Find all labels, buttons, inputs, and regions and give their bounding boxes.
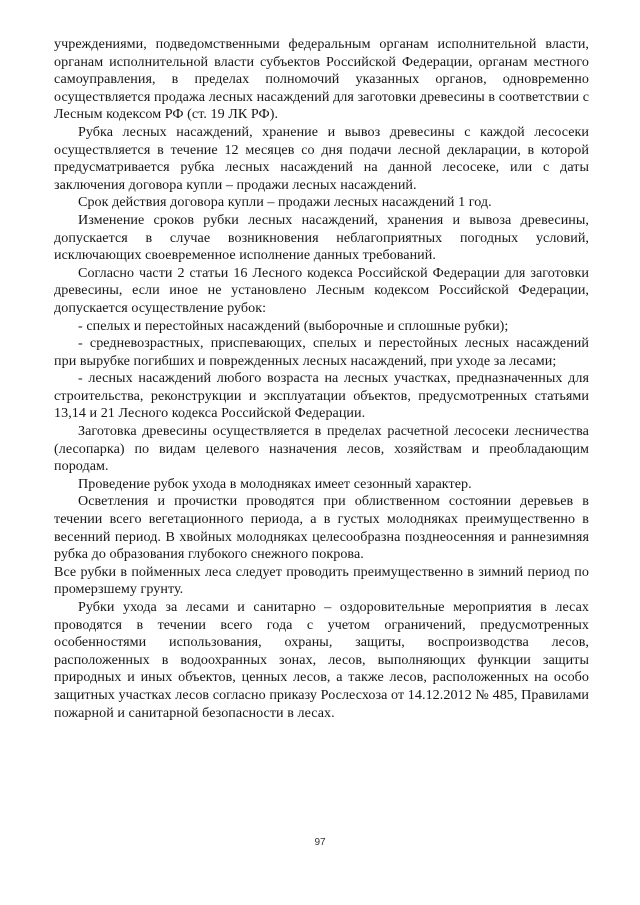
paragraph-continuation: учреждениями, подведомственными федеральным органам исполнительной власти, органам исполнительной власти субъектов Российской Федерации, органам местного самоуправления, в пределах полномочий указанных органов, одновременно осуществляется продажа лесных насаждений для заготовки древесины в соответствии с Лесным кодексом РФ (ст. 19 ЛК РФ). [54, 36, 589, 123]
paragraph-sanitary-measures: Рубки ухода за лесами и санитарно – оздоровительные мероприятия в лесах проводятся в течении всего года с учетом ограничений, предусмотренных особенностями использования, охраны, защиты, воспроизводства лесов, расположенных в водоохранных зонах, лесов, выполняющих функции защиты природных и иных объектов, ценных лесов, а также лесов, расположенных на особо защитных участках лесов согласно приказу Рослесхоза от 14.12.2012 № 485, Правилами пожарной и санитарной безопасности в лесах. [54, 599, 589, 721]
paragraph-floodplain: Все рубки в пойменных леса следует проводить преимущественно в зимний период по промерзшему грунту. [54, 563, 589, 598]
list-item-mature-stands: - спелых и перестойных насаждений (выборочные и сплошные рубки); [78, 317, 509, 334]
list-item-any-age-stands: - лесных насаждений любого возраста на лесных участках, предназначенных для строительства, реконструкции и эксплуатации объектов, предусмотренных статьями 13,14 и 21 Лесного кодекса Российской Федерации. [54, 370, 589, 422]
paragraph-allowable-cut: Заготовка древесины осуществляется в пределах расчетной лесосеки лесничества (лесопарка) по видам целевого назначения лесов, хозяйствам и преобладающим породам. [54, 423, 589, 475]
paragraph-cleaning: Осветления и прочистки проводятся при облиственном состоянии деревьев в течении всего вегетационного периода, а в густых молодняках преимущественно в весенний период. В хвойных молодняках целесообразна позднеосенняя и раннезимняя рубка до образования глубокого снежного покрова. [54, 493, 589, 563]
paragraph-term-change: Изменение сроков рубки лесных насаждений, хранения и вывоза древесины, допускается в случае возникновения неблагоприятных погодных условий, исключающих своевременное исполнение данных требований. [54, 211, 589, 264]
document-body [54, 36, 589, 722]
paragraph-contract-term: Срок действия договора купли – продажи лесных насаждений 1 год. [78, 194, 492, 211]
paragraph-seasonal-thinning: Проведение рубок ухода в молодняках имеет сезонный характер. [78, 475, 472, 492]
paragraph-article-16: Согласно части 2 статьи 16 Лесного кодекса Российской Федерации для заготовки древесины, если иное не установлено Лесным кодексом Российской Федерации, допускается осуществление рубок: [54, 264, 589, 316]
paragraph-felling-period: Рубка лесных насаждений, хранение и вывоз древесины с каждой лесосеки осуществляется в течение 12 месяцев со дня подачи лесной декларации, в которой предусматривается рубка лесных насаждений на данной лесосеке, или с даты заключения договора купли – продажи лесных насаждений. [54, 123, 589, 193]
page-number: 97 [314, 837, 326, 848]
list-item-middle-aged-stands: - средневозрастных, приспевающих, спелых и перестойных лесных насаждений при вырубке погибших и поврежденных лесных насаждений, при уходе за лесами; [54, 335, 589, 369]
